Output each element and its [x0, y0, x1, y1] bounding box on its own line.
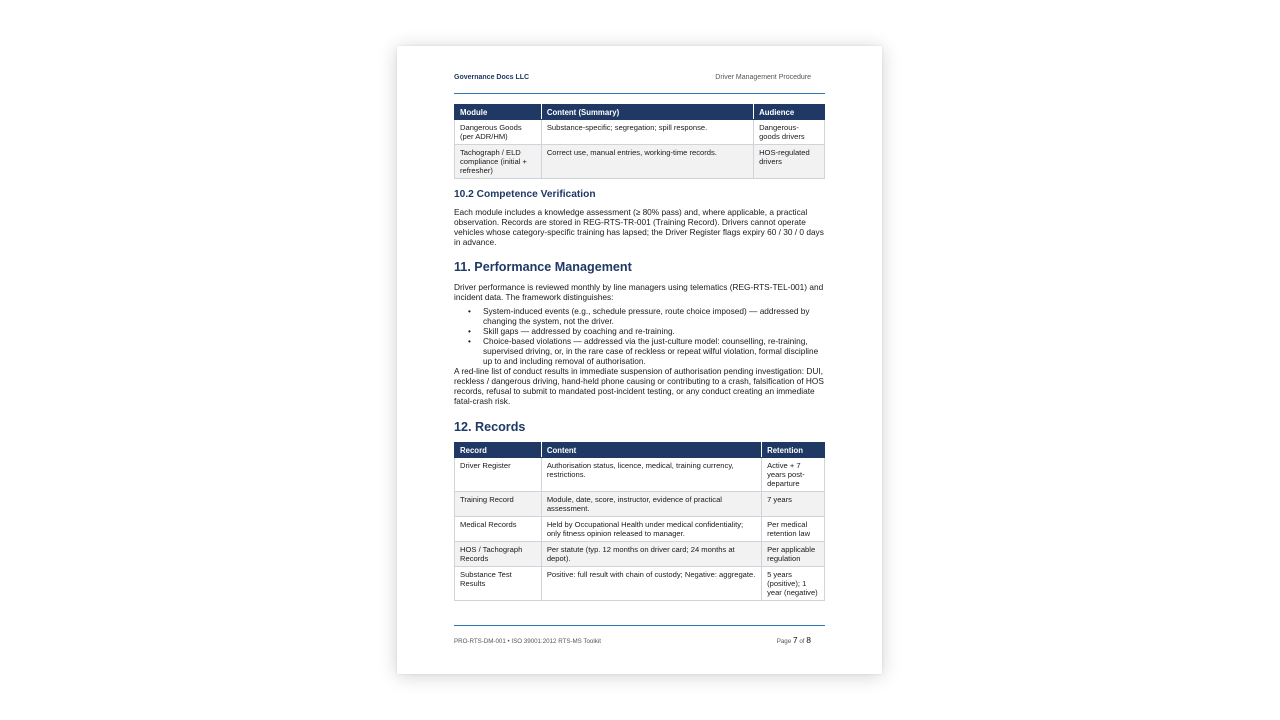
- page-current: 7: [792, 635, 798, 645]
- footer-doc-ref: PRO-RTS-DM-001 • ISO 39001:2012 RTS-MS Toolkit: [454, 638, 601, 645]
- section-closing: A red-line list of conduct results in immediate suspension of authorisation pending investigation: DUI, reckless / dangerous driving, hand-held phone causing or contributing to a crash, falsification of HOS records, refusal to submit to mandated post-incident testing, or any conduct creating an immediate fatal-crash risk.: [454, 366, 824, 406]
- cell-retention: 5 years (positive); 1 year (negative): [762, 567, 825, 601]
- cell-record: HOS / Tachograph Records: [455, 542, 542, 567]
- bullet-glyph: •: [468, 326, 471, 336]
- list-item-text: Choice-based violations — addressed via the just-culture model: counselling, re-training, supervised driving, or, in the rare case of reckless or repeat wilful violation, formal discipline up to and including removal of authorisation.: [483, 336, 819, 366]
- col-header-record: Record: [455, 443, 542, 458]
- list-item-text: System-induced events (e.g., schedule pressure, route choice imposed) — addressed by changing the system, not the driver.: [483, 306, 810, 326]
- cell-audience: Dangerous-goods drivers: [754, 120, 825, 145]
- cell-content: Correct use, manual entries, working-time records.: [541, 145, 753, 179]
- list-item: [468, 326, 825, 336]
- section-heading: 12. Records: [454, 420, 526, 434]
- section-11-heading-wrap: [454, 260, 825, 274]
- document-page: [397, 46, 882, 674]
- cell-module: Tachograph / ELD compliance (initial + refresher): [455, 145, 542, 179]
- cell-content: Module, date, score, instructor, evidence of practical assessment.: [541, 492, 761, 517]
- cell-content: Authorisation status, licence, medical, training currency, restrictions.: [541, 458, 761, 492]
- cell-record: Driver Register: [455, 458, 542, 492]
- header-org: Governance Docs LLC: [454, 74, 530, 81]
- col-header-module: Module: [455, 105, 542, 120]
- section-10-2: [454, 189, 825, 200]
- table-row: [455, 567, 825, 601]
- cell-content: Held by Occupational Health under medical confidentiality; only fitness opinion released to manager.: [541, 517, 761, 542]
- header-rule: [454, 93, 825, 94]
- section-10-2-body-wrap: [454, 207, 825, 247]
- bullet-glyph: •: [468, 306, 471, 316]
- page-number: [777, 635, 825, 645]
- records-table: [454, 442, 825, 601]
- table-row: [455, 517, 825, 542]
- table-row: [455, 145, 825, 179]
- page-footer: [454, 635, 825, 645]
- cell-content: Positive: full result with chain of custody; Negative: aggregate.: [541, 567, 761, 601]
- section-11: [454, 282, 825, 406]
- table-row: [455, 542, 825, 567]
- footer-rule: [454, 625, 825, 626]
- cell-content: Per statute (typ. 12 months on driver card; 24 months at depot).: [541, 542, 761, 567]
- section-intro: Driver performance is reviewed monthly by line managers using telematics (REG-RTS-TEL-001) and incident data. The framework distinguishes:: [454, 282, 824, 302]
- table-row: [455, 458, 825, 492]
- page-word: Page: [776, 638, 792, 645]
- cell-record: Training Record: [455, 492, 542, 517]
- page-header: [454, 74, 825, 81]
- list-item: [468, 306, 825, 326]
- col-header-retention: Retention: [762, 443, 825, 458]
- col-header-content: Content: [541, 443, 761, 458]
- table-header-row: [455, 443, 825, 458]
- table-row: [455, 120, 825, 145]
- col-header-content: Content (Summary): [541, 105, 753, 120]
- table-header-row: [455, 105, 825, 120]
- cell-retention: Active + 7 years post-departure: [762, 458, 825, 492]
- cell-module: Dangerous Goods (per ADR/HM): [455, 120, 542, 145]
- cell-audience: HOS-regulated drivers: [754, 145, 825, 179]
- cell-content: Substance-specific; segregation; spill response.: [541, 120, 753, 145]
- bullet-glyph: •: [468, 336, 471, 346]
- cell-record: Substance Test Results: [455, 567, 542, 601]
- cell-retention: Per applicable regulation: [762, 542, 825, 567]
- bullet-list: [454, 306, 825, 366]
- section-heading: 10.2 Competence Verification: [454, 189, 596, 200]
- page-total: 8: [806, 635, 811, 645]
- list-item: [468, 336, 825, 366]
- col-header-audience: Audience: [754, 105, 825, 120]
- of-word: of: [799, 638, 805, 645]
- header-doc-title: Driver Management Procedure: [715, 74, 811, 81]
- cell-record: Medical Records: [455, 517, 542, 542]
- list-item-text: Skill gaps — addressed by coaching and re-training.: [483, 326, 675, 336]
- cell-retention: Per medical retention law: [762, 517, 825, 542]
- section-body: Each module includes a knowledge assessment (≥ 80% pass) and, where applicable, a practical observation. Records are stored in REG-RTS-TR-001 (Training Record). Drivers cannot operate vehicles whose category-specific training has lapsed; the Driver Register flags expiry 60 / 30 / 0 days in advance.: [454, 207, 824, 247]
- section-heading: 11. Performance Management: [454, 260, 632, 274]
- section-12-heading-wrap: [454, 420, 825, 434]
- cell-retention: 7 years: [762, 492, 825, 517]
- table-row: [455, 492, 825, 517]
- training-table: [454, 104, 825, 179]
